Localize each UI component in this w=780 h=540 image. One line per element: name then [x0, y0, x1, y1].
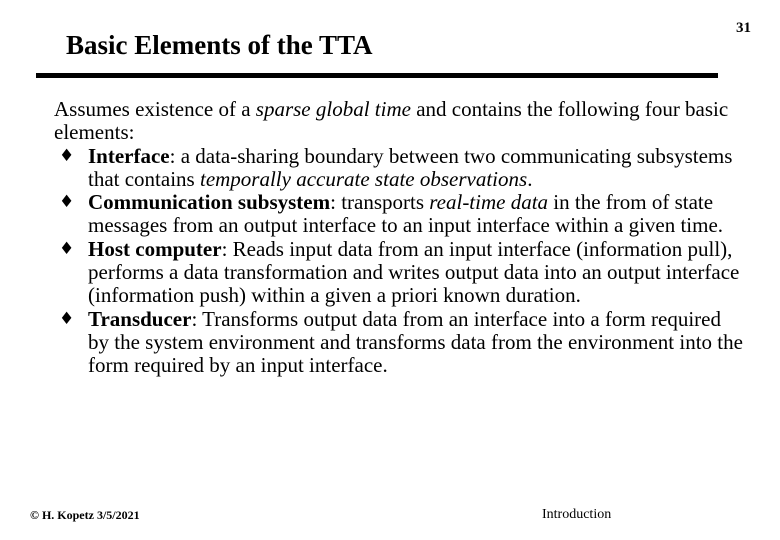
list-item-interface	[54, 145, 744, 192]
bullet-emphasis: real-time data	[429, 190, 549, 215]
bullet-text-end: .	[527, 166, 533, 191]
element-list	[54, 145, 744, 378]
bullet-term: Host computer	[88, 236, 222, 261]
diamond-bullet-icon: ♦	[59, 192, 75, 213]
list-item-transducer	[54, 308, 744, 378]
diamond-bullet-icon: ♦	[59, 145, 75, 166]
diamond-bullet-icon: ♦	[59, 308, 75, 329]
bullet-term: Interface	[88, 143, 170, 168]
title-divider	[36, 73, 718, 78]
bullet-text: : transports	[330, 190, 430, 215]
intro-text: Assumes existence of a	[54, 97, 256, 121]
bullet-text-end: in the from of state messages from an output interface to an input interface within a given time.	[88, 190, 724, 238]
bullet-text: : Reads input data from an input interface (information pull), performs a data transformation and writes output data into an output interface (information push) within a given a priori known duration.	[88, 236, 740, 308]
bullet-text: : a data-sharing boundary between two communicating subsystems that contains	[88, 143, 733, 191]
list-item-host-computer	[54, 238, 744, 308]
intro-paragraph	[54, 98, 744, 145]
bullet-term: Communication subsystem	[88, 190, 331, 215]
intro-emphasis: sparse global time	[255, 97, 411, 121]
bullet-text: : Transforms output data from an interface into a form required by the system environment and transforms data from the environment into the form required by an input interface.	[88, 306, 743, 378]
bullet-emphasis: temporally accurate state observations	[199, 166, 528, 191]
diamond-bullet-icon: ♦	[59, 238, 75, 259]
footer-copyright: © H. Kopetz 3/5/2021	[30, 508, 140, 522]
footer-section: Introduction	[542, 507, 612, 522]
slide-title: Basic Elements of the TTA	[66, 30, 373, 60]
bullet-term: Transducer	[88, 306, 192, 331]
list-item-communication-subsystem	[54, 191, 744, 238]
page-number: 31	[736, 20, 751, 36]
intro-text-end: and contains the following four basic elements:	[54, 97, 729, 145]
slide-body	[54, 98, 744, 378]
